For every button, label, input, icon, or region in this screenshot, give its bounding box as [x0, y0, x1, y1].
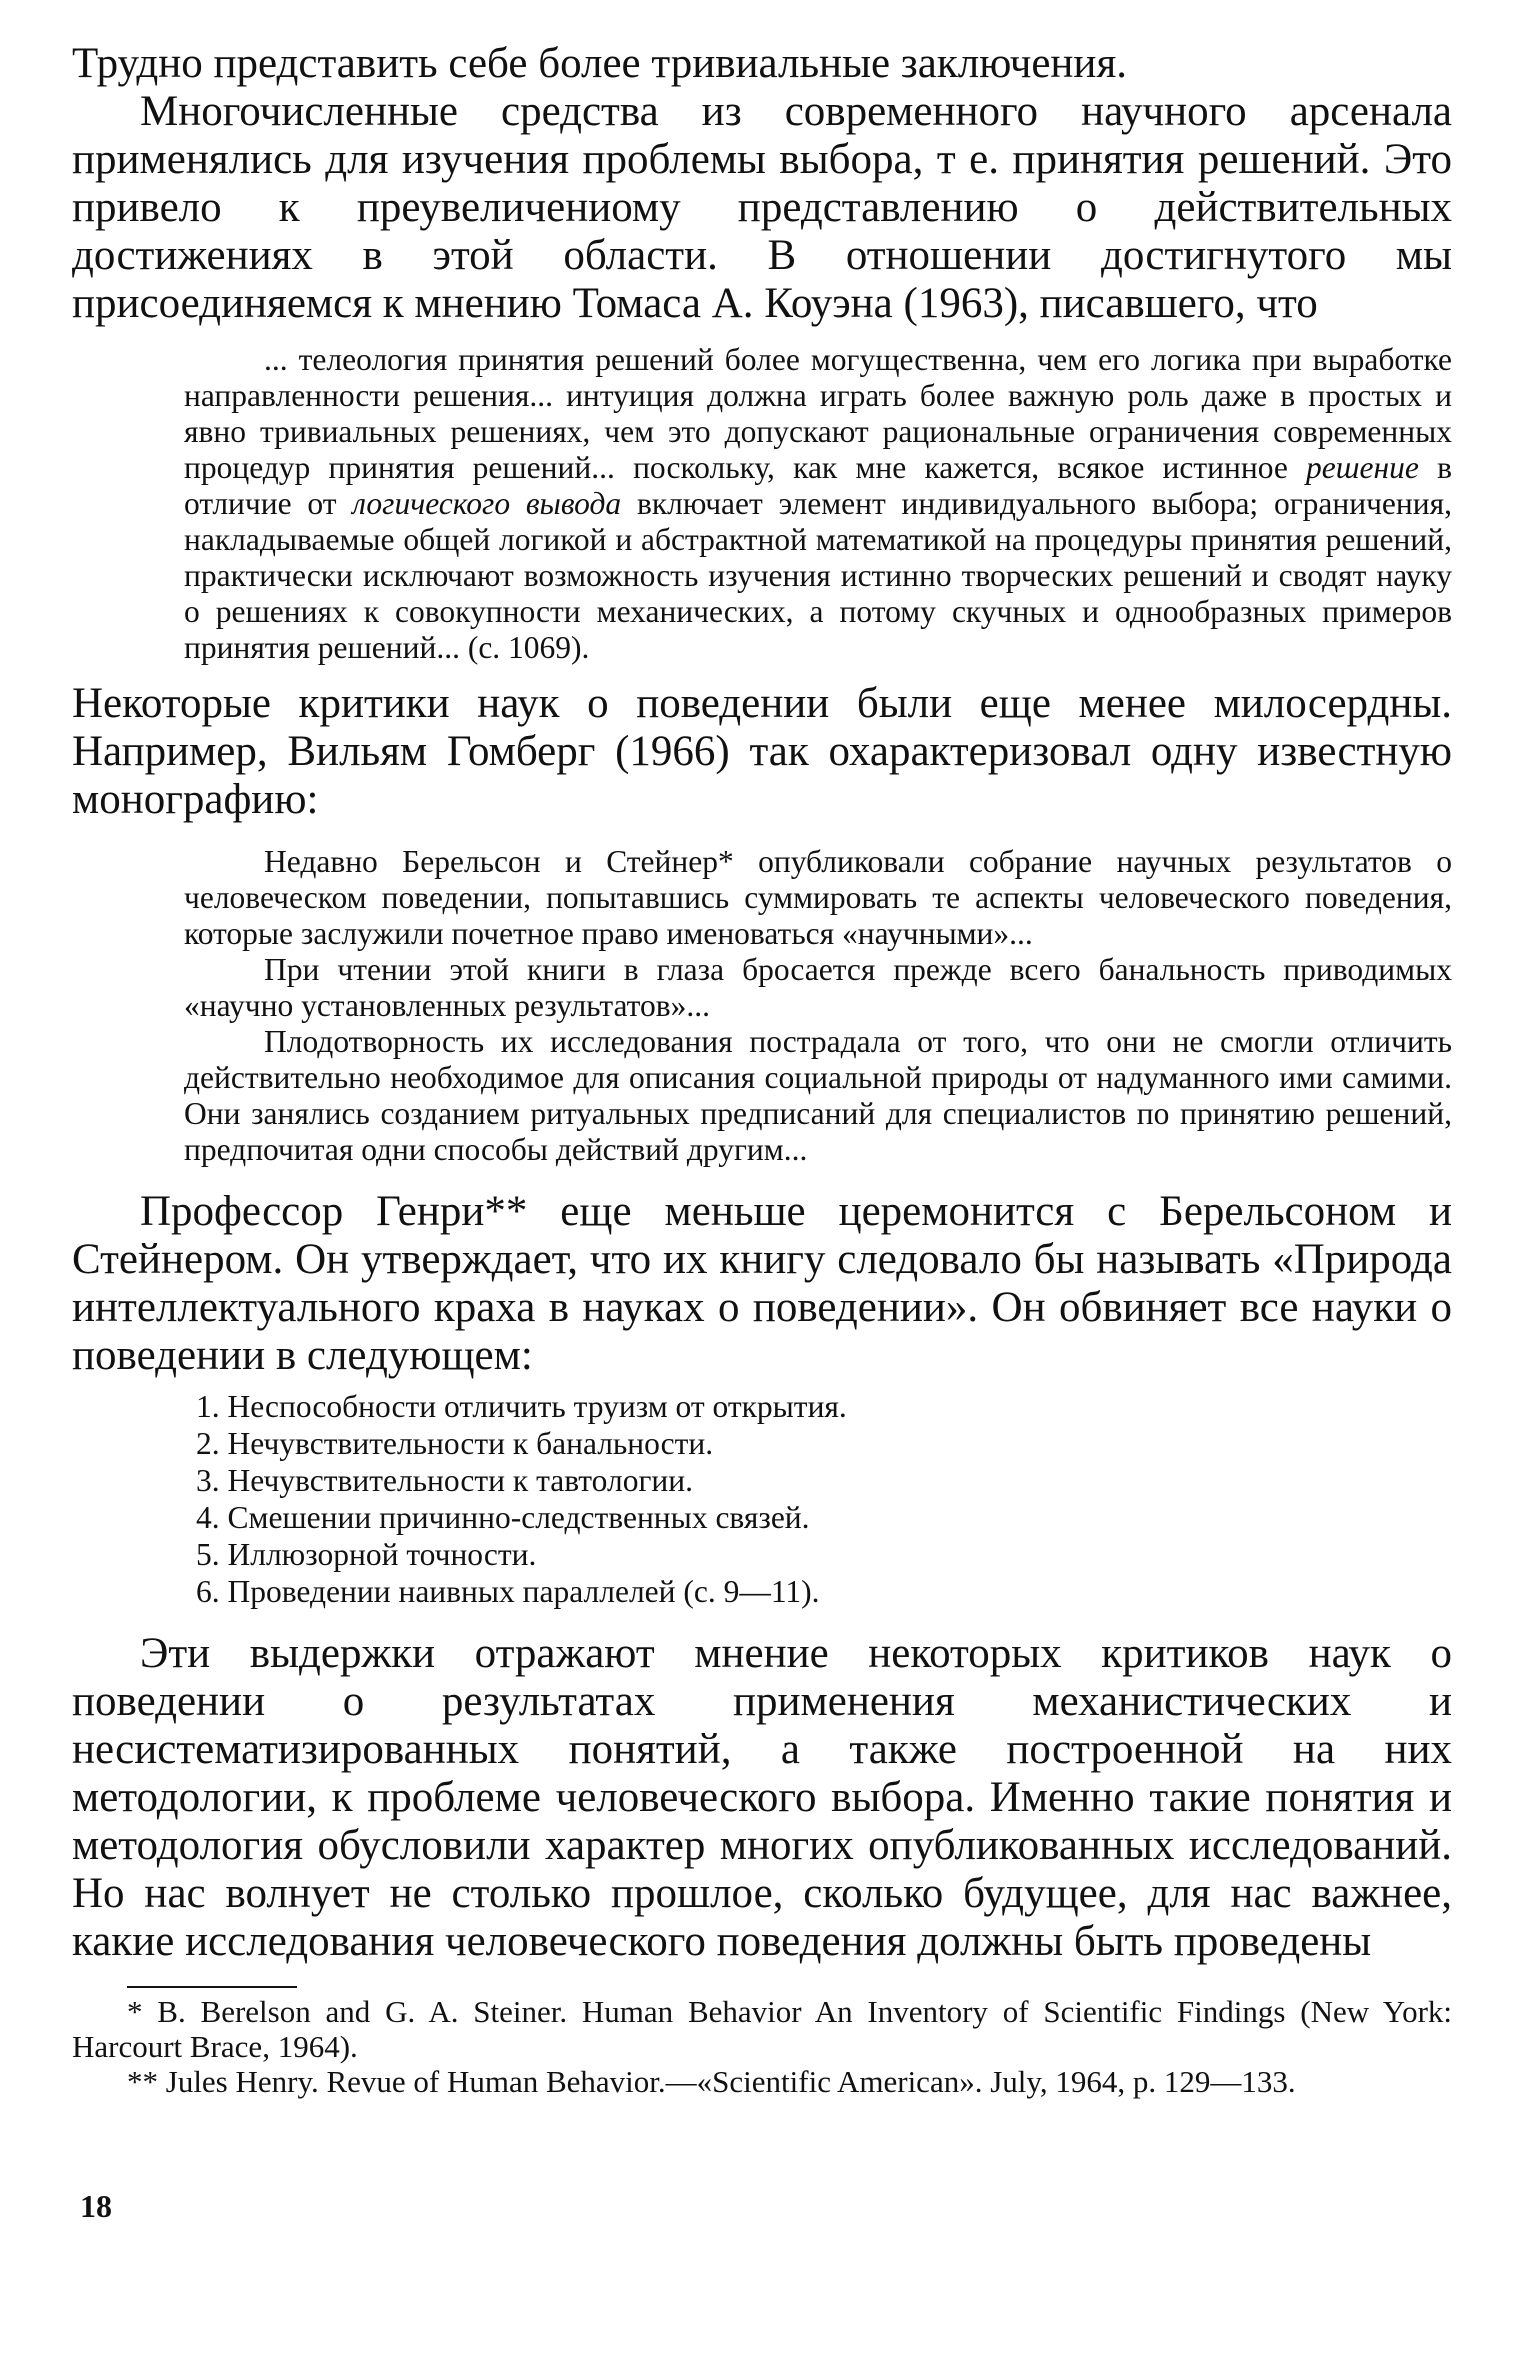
paragraph-1: Трудно представить себе более тривиальные заключения. — [72, 40, 1127, 87]
quote-cowan-emphasis2: логического вывода — [352, 486, 622, 521]
quote-gomberg — [184, 844, 1452, 1168]
quote-cowan-emphasis1: решение — [1306, 450, 1419, 485]
list-item: 6. Проведении наивных параллелей (с. 9—11). — [196, 1574, 820, 1609]
paragraph-5: Эти выдержки отражают мнение некоторых критиков наук о поведении о результатах применения механистических и несистематизированных понятий, а также построенной на них методологии, к проблеме человеческого выбора. Именно такие понятия и методология обусловили характер многих опубликованных исследований. Но нас волнует не столько прошлое, сколько будущее, для нас важнее, какие исследования человеческого поведения должны быть проведены — [72, 1630, 1452, 1965]
paragraph-4: Профессор Генри** еще меньше церемонится с Берельсоном и Стейнером. Он утверждает, что их книгу следовало бы называть «Природа интеллектуального краха в науках о поведении». Он обвиняет все науки о поведении в следующем: — [72, 1188, 1452, 1379]
paragraph-2: Многочисленные средства из современного научного арсенала применялись для изучения проблемы выбора, т е. принятия решений. Это привело к преувеличениому представлению о действительных достижениях в этой области. В отношении достигнутого мы присоединяемся к мнению Томаса А. Коуэна (1963), писавшего, что — [72, 88, 1452, 327]
list-item: 4. Смешении причинно-следственных связей. — [196, 1500, 810, 1535]
quote-gomberg-para2: При чтении этой книги в глаза бросается прежде всего банальность приводимых «научно установленных результатов»... — [184, 952, 1452, 1023]
list-item: 3. Нечувствительности к тавтологии. — [196, 1463, 693, 1498]
list-item: 5. Иллюзорной точности. — [196, 1537, 537, 1572]
quote-cowan-part2: в отличие от — [184, 450, 1453, 521]
page-body — [72, 40, 1452, 2099]
footnote-1: * B. Berelson and G. A. Steiner. Human Behavior An Inventory of Scientific Findings (New York: Harcourt Brace, 1964). — [72, 1994, 1452, 2064]
quote-gomberg-para1: Недавно Берельсон и Стейнер* опубликовали собрание научных результатов о человеческом поведении, попытавшись суммировать те аспекты человеческого поведения, которые заслужили почетное право именоваться «научными»... — [184, 844, 1452, 951]
quote-cowan-text — [184, 342, 1452, 666]
quote-cowan — [184, 342, 1452, 666]
list-item: 1. Неспособности отличить труизм от открытия. — [196, 1389, 847, 1424]
quote-cowan-part1: ... телеология принятия решений более могущественна, чем его логика при выработке направленности решения... интуиция должна играть более важную роль даже в простых и явно тривиальных решениях, чем это допускают рациональные ограничения современных процедур принятия решений... поскольку, как мне кажется, всякое истинное — [184, 342, 1452, 485]
page-number: 18 — [80, 2188, 112, 2224]
list-item: 2. Нечувствительности к банальности. — [196, 1426, 714, 1461]
quote-gomberg-para3: Плодотворность их исследования пострадала от того, что они не смогли отличить действительно необходимое для описания социальной природы от надуманного ими самими. Они занялись созданием ритуальных предписаний для специалистов по принятию решений, предпочитая одни способы действий другим... — [184, 1024, 1452, 1167]
paragraph-3: Некоторые критики наук о поведении были еще менее милосердны. Например, Вильям Гомберг (1966) так охарактеризовал одну известную монографию: — [72, 680, 1452, 823]
footnote-2: ** Jules Henry. Revue of Human Behavior.—«Scientific American». July, 1964, p. 129—133. — [127, 2064, 1296, 2099]
footnote-divider — [127, 1986, 297, 1988]
accusation-list — [196, 1388, 1452, 1610]
quote-cowan-part3: включает элемент индивидуального выбора; ограничения, накладываемые общей логикой и абстрактной математикой на процедуры принятия решений, практически исключают возможность изучения истинно творческих решений и сводят науку о решениях к совокупности механических, а потому скучных и однообразных примеров принятия решений... (с. 1069). — [184, 486, 1452, 665]
